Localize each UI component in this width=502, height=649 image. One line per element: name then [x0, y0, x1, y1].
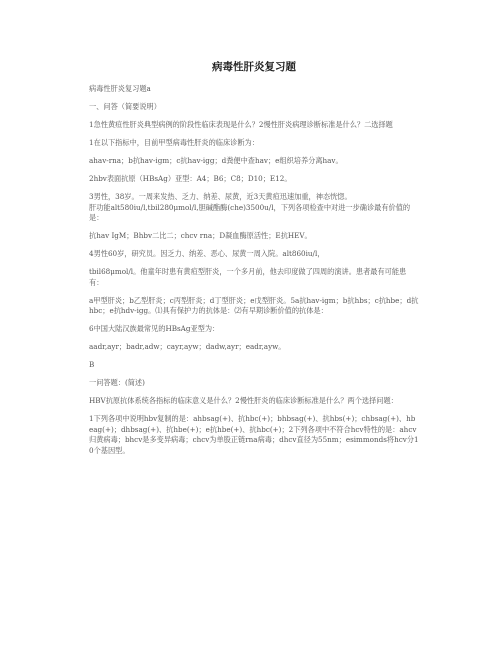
- question-paragraph: 1在以下指标中，目前甲型病毒性肝炎的临床诊断为：: [89, 138, 259, 147]
- question-paragraph: tbil68μmol/l。他童年时患有黄疸型肝炎，一个多月前，他去印度做了四周的演讲。患者最有可能患有：: [89, 267, 407, 287]
- document-title: 病毒性肝炎复习题: [212, 61, 296, 73]
- question-paragraph: 6中国大陆汉族最常见的HBsAg亚型为：: [89, 324, 220, 333]
- question-paragraph: 4男性60岁，研究员。因乏力、纳差、恶心、尿黄一周入院。alt860iu/l，: [89, 249, 325, 258]
- section-heading-qa: 一问答题：(简述): [89, 378, 145, 387]
- answer-options: a甲型肝炎；b乙型肝炎；c丙型肝炎；d丁型肝炎；e戊型肝炎。5a抗hav-igm；b抗hbs；c抗hbe；d抗hbc；e抗hdv-igg。⑴具有保护力的抗体是：⑵有早期诊断价值的抗体是：: [89, 295, 419, 315]
- answer-options: aadr,ayr；badr,adw；cayr,ayw；dadw,ayr；eadr,ayw。: [89, 342, 286, 351]
- section-heading-qa: 一、问答（简要说明）: [89, 102, 161, 111]
- question-paragraph: 3男性，38岁。一周来发热、乏力、纳差、尿黄，近3天黄疸迅速加重，神态恍惚。: [89, 192, 352, 201]
- subtitle-line: 病毒性肝炎复习题a: [89, 84, 151, 93]
- question-paragraph: 1急性黄疸性肝炎典型病例的阶段性临床表现是什么？2慢性肝炎病理诊断标准是什么？二选择题: [89, 120, 393, 129]
- question-paragraph: 1下列各项中说明hbv复制的是：ahbsag(+)、抗hbc(+)；bhbsag(+)、抗hbs(+)；chbsag(+)、hbeag(+)；dhbsag(+)、抗hbe(+)；e抗hbe(+)、抗hbc(+)；2下列各项中不符合hcv特性的是：ahcv归黄病毒；bhcv是多变异病毒；chcv为单股正链rna病毒；dhcv直径为55nm；esimmonds将hcv分10个基因型。: [89, 414, 419, 455]
- document-page: [89, 60, 419, 464]
- section-label-b: B: [89, 360, 95, 369]
- answer-options: 抗hav IgM；Bhbv二比二；chcv rna；D凝血酶原活性；E抗HEV。: [89, 231, 312, 240]
- question-paragraph: 肝功能alt580iu/l,tbil280μmol/l,胆碱酯酶(che)3500u/l，下列各项检查中对进一步确诊最有价值的是：: [89, 202, 411, 222]
- answer-options: ahav-rna；b抗hav-igm；c抗hav-igg；d粪便中查hav；e组织培养分离hav。: [89, 156, 343, 165]
- question-paragraph: 2hbv表面抗原（HBsAg）亚型：A4；B6；C8；D10；E12。: [89, 174, 292, 183]
- question-paragraph: HBV抗原抗体系统各指标的临床意义是什么？2慢性肝炎的临床诊断标准是什么？两个选择问题：: [89, 396, 398, 405]
